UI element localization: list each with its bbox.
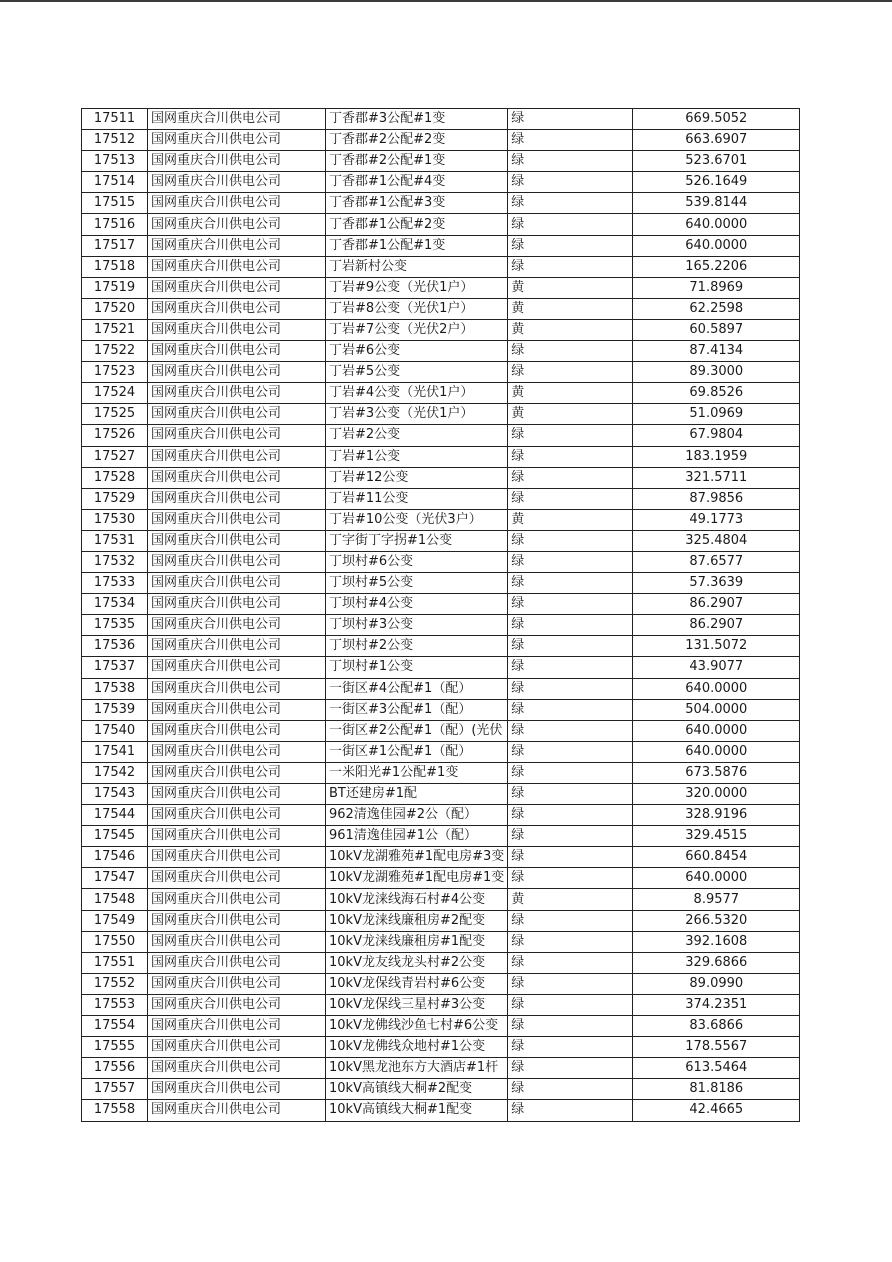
row-id-cell: 17516: [82, 214, 148, 235]
status-cell: 绿: [508, 256, 633, 277]
transformer-name-cell: 10kV龙佛线沙鱼七村#6公变: [326, 1016, 508, 1037]
row-id-cell: 17542: [82, 762, 148, 783]
table-row: [82, 151, 800, 172]
row-id-cell: 17553: [82, 994, 148, 1015]
value-cell: 660.8454: [633, 847, 800, 868]
transformer-name-cell: 962清逸佳园#2公（配）: [326, 805, 508, 826]
status-cell: 绿: [508, 1058, 633, 1079]
company-cell: 国网重庆合川供电公司: [148, 404, 326, 425]
company-cell: 国网重庆合川供电公司: [148, 530, 326, 551]
row-id-cell: 17535: [82, 615, 148, 636]
value-cell: 640.0000: [633, 214, 800, 235]
transformer-name-cell: 10kV龙保线青岩村#6公变: [326, 973, 508, 994]
row-id-cell: 17524: [82, 383, 148, 404]
company-cell: 国网重庆合川供电公司: [148, 1058, 326, 1079]
table-row: [82, 699, 800, 720]
table-row: [82, 1058, 800, 1079]
table-row: [82, 615, 800, 636]
transformer-name-cell: 丁岩#12公变: [326, 467, 508, 488]
transformer-name-cell: 丁坝村#5公变: [326, 573, 508, 594]
table-row: [82, 298, 800, 319]
row-id-cell: 17529: [82, 488, 148, 509]
table-row: [82, 573, 800, 594]
table-row: [82, 530, 800, 551]
transformer-name-cell: 10kV龙涞线廉租房#1配变: [326, 931, 508, 952]
status-cell: 绿: [508, 530, 633, 551]
company-cell: 国网重庆合川供电公司: [148, 657, 326, 678]
transformer-name-cell: 一街区#4公配#1（配）: [326, 678, 508, 699]
transformer-name-cell: 丁坝村#1公变: [326, 657, 508, 678]
value-cell: 613.5464: [633, 1058, 800, 1079]
value-cell: 374.2351: [633, 994, 800, 1015]
status-cell: 绿: [508, 636, 633, 657]
transformer-name-cell: 10kV龙佛线众地村#1公变: [326, 1037, 508, 1058]
transformer-name-cell: 一米阳光#1公配#1变: [326, 762, 508, 783]
value-cell: 43.9077: [633, 657, 800, 678]
value-cell: 89.0990: [633, 973, 800, 994]
row-id-cell: 17539: [82, 699, 148, 720]
value-cell: 42.4665: [633, 1100, 800, 1121]
status-cell: 绿: [508, 952, 633, 973]
status-cell: 绿: [508, 488, 633, 509]
table-row: [82, 172, 800, 193]
transformer-name-cell: 10kV龙保线三星村#3公变: [326, 994, 508, 1015]
value-cell: 8.9577: [633, 889, 800, 910]
status-cell: 绿: [508, 1079, 633, 1100]
table-row: [82, 1016, 800, 1037]
company-cell: 国网重庆合川供电公司: [148, 551, 326, 572]
status-cell: 绿: [508, 1037, 633, 1058]
table-row: [82, 214, 800, 235]
row-id-cell: 17549: [82, 910, 148, 931]
table-row: [82, 404, 800, 425]
row-id-cell: 17517: [82, 235, 148, 256]
row-id-cell: 17521: [82, 319, 148, 340]
company-cell: 国网重庆合川供电公司: [148, 256, 326, 277]
status-cell: 绿: [508, 214, 633, 235]
table-row: [82, 341, 800, 362]
company-cell: 国网重庆合川供电公司: [148, 109, 326, 130]
value-cell: 640.0000: [633, 741, 800, 762]
value-cell: 51.0969: [633, 404, 800, 425]
transformer-name-cell: 丁香郡#1公配#4变: [326, 172, 508, 193]
row-id-cell: 17550: [82, 931, 148, 952]
transformer-name-cell: 丁岩#8公变（光伏1户）: [326, 298, 508, 319]
value-cell: 131.5072: [633, 636, 800, 657]
status-cell: 绿: [508, 805, 633, 826]
table-row: [82, 657, 800, 678]
table-row: [82, 277, 800, 298]
row-id-cell: 17545: [82, 826, 148, 847]
company-cell: 国网重庆合川供电公司: [148, 594, 326, 615]
transformer-name-cell: 一街区#3公配#1（配）: [326, 699, 508, 720]
row-id-cell: 17544: [82, 805, 148, 826]
transformer-name-cell: 10kV龙涞线廉租房#2配变: [326, 910, 508, 931]
company-cell: 国网重庆合川供电公司: [148, 235, 326, 256]
status-cell: 绿: [508, 109, 633, 130]
row-id-cell: 17523: [82, 362, 148, 383]
value-cell: 526.1649: [633, 172, 800, 193]
table-row: [82, 952, 800, 973]
row-id-cell: 17554: [82, 1016, 148, 1037]
table-row: [82, 488, 800, 509]
row-id-cell: 17534: [82, 594, 148, 615]
value-cell: 49.1773: [633, 509, 800, 530]
company-cell: 国网重庆合川供电公司: [148, 151, 326, 172]
company-cell: 国网重庆合川供电公司: [148, 1079, 326, 1100]
value-cell: 669.5052: [633, 109, 800, 130]
status-cell: 绿: [508, 235, 633, 256]
company-cell: 国网重庆合川供电公司: [148, 172, 326, 193]
transformer-name-cell: 丁岩#6公变: [326, 341, 508, 362]
transformer-name-cell: 丁香郡#2公配#2变: [326, 130, 508, 151]
row-id-cell: 17546: [82, 847, 148, 868]
transformer-name-cell: 丁坝村#6公变: [326, 551, 508, 572]
row-id-cell: 17532: [82, 551, 148, 572]
status-cell: 绿: [508, 657, 633, 678]
row-id-cell: 17518: [82, 256, 148, 277]
value-cell: 523.6701: [633, 151, 800, 172]
status-cell: 绿: [508, 615, 633, 636]
company-cell: 国网重庆合川供电公司: [148, 319, 326, 340]
row-id-cell: 17537: [82, 657, 148, 678]
company-cell: 国网重庆合川供电公司: [148, 952, 326, 973]
row-id-cell: 17555: [82, 1037, 148, 1058]
transformer-name-cell: 丁香郡#1公配#1变: [326, 235, 508, 256]
value-cell: 329.4515: [633, 826, 800, 847]
row-id-cell: 17540: [82, 720, 148, 741]
company-cell: 国网重庆合川供电公司: [148, 130, 326, 151]
company-cell: 国网重庆合川供电公司: [148, 805, 326, 826]
status-cell: 绿: [508, 193, 633, 214]
status-cell: 绿: [508, 699, 633, 720]
value-cell: 504.0000: [633, 699, 800, 720]
row-id-cell: 17557: [82, 1079, 148, 1100]
table-row: [82, 235, 800, 256]
table-body: [82, 109, 800, 1122]
transformer-name-cell: 一街区#2公配#1（配）(光伏: [326, 720, 508, 741]
status-cell: 绿: [508, 784, 633, 805]
company-cell: 国网重庆合川供电公司: [148, 446, 326, 467]
company-cell: 国网重庆合川供电公司: [148, 298, 326, 319]
company-cell: 国网重庆合川供电公司: [148, 889, 326, 910]
status-cell: 绿: [508, 467, 633, 488]
company-cell: 国网重庆合川供电公司: [148, 973, 326, 994]
company-cell: 国网重庆合川供电公司: [148, 509, 326, 530]
company-cell: 国网重庆合川供电公司: [148, 383, 326, 404]
data-table: [81, 108, 800, 1122]
company-cell: 国网重庆合川供电公司: [148, 277, 326, 298]
row-id-cell: 17548: [82, 889, 148, 910]
row-id-cell: 17541: [82, 741, 148, 762]
value-cell: 67.9804: [633, 425, 800, 446]
status-cell: 黄: [508, 298, 633, 319]
company-cell: 国网重庆合川供电公司: [148, 699, 326, 720]
transformer-name-cell: BT还建房#1配: [326, 784, 508, 805]
table-row: [82, 509, 800, 530]
table-row: [82, 826, 800, 847]
table-row: [82, 193, 800, 214]
transformer-name-cell: 10kV龙湖雅苑#1配电房#3变: [326, 847, 508, 868]
company-cell: 国网重庆合川供电公司: [148, 868, 326, 889]
status-cell: 绿: [508, 151, 633, 172]
table-row: [82, 805, 800, 826]
row-id-cell: 17515: [82, 193, 148, 214]
transformer-name-cell: 丁香郡#1公配#2变: [326, 214, 508, 235]
company-cell: 国网重庆合川供电公司: [148, 1100, 326, 1121]
row-id-cell: 17511: [82, 109, 148, 130]
company-cell: 国网重庆合川供电公司: [148, 826, 326, 847]
transformer-name-cell: 一街区#1公配#1（配）: [326, 741, 508, 762]
row-id-cell: 17526: [82, 425, 148, 446]
value-cell: 640.0000: [633, 235, 800, 256]
table-row: [82, 319, 800, 340]
row-id-cell: 17512: [82, 130, 148, 151]
row-id-cell: 17527: [82, 446, 148, 467]
value-cell: 87.6577: [633, 551, 800, 572]
row-id-cell: 17538: [82, 678, 148, 699]
transformer-name-cell: 10kV龙友线龙头村#2公变: [326, 952, 508, 973]
table-row: [82, 1100, 800, 1121]
value-cell: 320.0000: [633, 784, 800, 805]
status-cell: 绿: [508, 931, 633, 952]
table-row: [82, 889, 800, 910]
table-row: [82, 868, 800, 889]
value-cell: 83.6866: [633, 1016, 800, 1037]
table-row: [82, 1037, 800, 1058]
transformer-name-cell: 丁香郡#2公配#1变: [326, 151, 508, 172]
value-cell: 62.2598: [633, 298, 800, 319]
value-cell: 86.2907: [633, 615, 800, 636]
table-row: [82, 1079, 800, 1100]
transformer-name-cell: 10kV龙湖雅苑#1配电房#1变: [326, 868, 508, 889]
transformer-name-cell: 10kV高镇线大桐#1配变: [326, 1100, 508, 1121]
value-cell: 266.5320: [633, 910, 800, 931]
row-id-cell: 17533: [82, 573, 148, 594]
table-row: [82, 383, 800, 404]
table-row: [82, 910, 800, 931]
row-id-cell: 17547: [82, 868, 148, 889]
row-id-cell: 17520: [82, 298, 148, 319]
row-id-cell: 17558: [82, 1100, 148, 1121]
status-cell: 黄: [508, 889, 633, 910]
value-cell: 71.8969: [633, 277, 800, 298]
company-cell: 国网重庆合川供电公司: [148, 678, 326, 699]
transformer-name-cell: 丁岩#10公变（光伏3户）: [326, 509, 508, 530]
row-id-cell: 17531: [82, 530, 148, 551]
row-id-cell: 17522: [82, 341, 148, 362]
value-cell: 165.2206: [633, 256, 800, 277]
table-row: [82, 973, 800, 994]
transformer-name-cell: 961清逸佳园#1公（配）: [326, 826, 508, 847]
status-cell: 绿: [508, 910, 633, 931]
row-id-cell: 17556: [82, 1058, 148, 1079]
status-cell: 绿: [508, 826, 633, 847]
transformer-name-cell: 丁坝村#4公变: [326, 594, 508, 615]
company-cell: 国网重庆合川供电公司: [148, 193, 326, 214]
value-cell: 640.0000: [633, 868, 800, 889]
status-cell: 绿: [508, 973, 633, 994]
table-row: [82, 762, 800, 783]
table-row: [82, 994, 800, 1015]
company-cell: 国网重庆合川供电公司: [148, 762, 326, 783]
transformer-name-cell: 10kV黑龙池东方大酒店#1杆: [326, 1058, 508, 1079]
company-cell: 国网重庆合川供电公司: [148, 341, 326, 362]
value-cell: 325.4804: [633, 530, 800, 551]
transformer-name-cell: 丁岩#4公变（光伏1户）: [326, 383, 508, 404]
row-id-cell: 17552: [82, 973, 148, 994]
status-cell: 绿: [508, 172, 633, 193]
value-cell: 89.3000: [633, 362, 800, 383]
status-cell: 绿: [508, 425, 633, 446]
company-cell: 国网重庆合川供电公司: [148, 214, 326, 235]
transformer-name-cell: 10kV龙涞线海石村#4公变: [326, 889, 508, 910]
status-cell: 黄: [508, 383, 633, 404]
company-cell: 国网重庆合川供电公司: [148, 931, 326, 952]
table-row: [82, 784, 800, 805]
value-cell: 640.0000: [633, 720, 800, 741]
row-id-cell: 17525: [82, 404, 148, 425]
value-cell: 673.5876: [633, 762, 800, 783]
value-cell: 178.5567: [633, 1037, 800, 1058]
status-cell: 绿: [508, 868, 633, 889]
company-cell: 国网重庆合川供电公司: [148, 720, 326, 741]
table-row: [82, 720, 800, 741]
transformer-name-cell: 丁字街丁字拐#1公变: [326, 530, 508, 551]
value-cell: 321.5711: [633, 467, 800, 488]
transformer-name-cell: 丁岩#9公变（光伏1户）: [326, 277, 508, 298]
company-cell: 国网重庆合川供电公司: [148, 362, 326, 383]
status-cell: 绿: [508, 573, 633, 594]
value-cell: 60.5897: [633, 319, 800, 340]
company-cell: 国网重庆合川供电公司: [148, 467, 326, 488]
value-cell: 69.8526: [633, 383, 800, 404]
company-cell: 国网重庆合川供电公司: [148, 1037, 326, 1058]
table-row: [82, 678, 800, 699]
row-id-cell: 17530: [82, 509, 148, 530]
company-cell: 国网重庆合川供电公司: [148, 636, 326, 657]
status-cell: 黄: [508, 277, 633, 298]
table-row: [82, 741, 800, 762]
value-cell: 329.6866: [633, 952, 800, 973]
transformer-name-cell: 10kV高镇线大桐#2配变: [326, 1079, 508, 1100]
value-cell: 392.1608: [633, 931, 800, 952]
company-cell: 国网重庆合川供电公司: [148, 994, 326, 1015]
value-cell: 663.6907: [633, 130, 800, 151]
status-cell: 绿: [508, 678, 633, 699]
value-cell: 328.9196: [633, 805, 800, 826]
transformer-name-cell: 丁香郡#3公配#1变: [326, 109, 508, 130]
transformer-name-cell: 丁坝村#2公变: [326, 636, 508, 657]
table-row: [82, 847, 800, 868]
company-cell: 国网重庆合川供电公司: [148, 425, 326, 446]
status-cell: 绿: [508, 551, 633, 572]
transformer-name-cell: 丁岩#1公变: [326, 446, 508, 467]
status-cell: 绿: [508, 741, 633, 762]
value-cell: 81.8186: [633, 1079, 800, 1100]
row-id-cell: 17519: [82, 277, 148, 298]
table-row: [82, 551, 800, 572]
value-cell: 87.9856: [633, 488, 800, 509]
row-id-cell: 17528: [82, 467, 148, 488]
status-cell: 绿: [508, 847, 633, 868]
status-cell: 绿: [508, 1100, 633, 1121]
status-cell: 绿: [508, 762, 633, 783]
row-id-cell: 17514: [82, 172, 148, 193]
status-cell: 黄: [508, 404, 633, 425]
status-cell: 绿: [508, 341, 633, 362]
table-row: [82, 256, 800, 277]
status-cell: 黄: [508, 319, 633, 340]
row-id-cell: 17543: [82, 784, 148, 805]
status-cell: 绿: [508, 362, 633, 383]
company-cell: 国网重庆合川供电公司: [148, 573, 326, 594]
transformer-name-cell: 丁香郡#1公配#3变: [326, 193, 508, 214]
table-row: [82, 636, 800, 657]
transformer-name-cell: 丁岩#5公变: [326, 362, 508, 383]
company-cell: 国网重庆合川供电公司: [148, 847, 326, 868]
status-cell: 绿: [508, 994, 633, 1015]
row-id-cell: 17513: [82, 151, 148, 172]
company-cell: 国网重庆合川供电公司: [148, 1016, 326, 1037]
value-cell: 183.1959: [633, 446, 800, 467]
row-id-cell: 17551: [82, 952, 148, 973]
table-row: [82, 362, 800, 383]
value-cell: 87.4134: [633, 341, 800, 362]
status-cell: 绿: [508, 720, 633, 741]
value-cell: 539.8144: [633, 193, 800, 214]
company-cell: 国网重庆合川供电公司: [148, 784, 326, 805]
table-row: [82, 931, 800, 952]
transformer-name-cell: 丁岩新村公变: [326, 256, 508, 277]
status-cell: 绿: [508, 130, 633, 151]
status-cell: 黄: [508, 509, 633, 530]
transformer-name-cell: 丁岩#11公变: [326, 488, 508, 509]
page-top-border: [0, 0, 892, 2]
value-cell: 86.2907: [633, 594, 800, 615]
transformer-name-cell: 丁岩#2公变: [326, 425, 508, 446]
table-row: [82, 425, 800, 446]
table-row: [82, 594, 800, 615]
transformer-name-cell: 丁岩#7公变（光伏2户）: [326, 319, 508, 340]
table-row: [82, 467, 800, 488]
row-id-cell: 17536: [82, 636, 148, 657]
value-cell: 640.0000: [633, 678, 800, 699]
table-row: [82, 130, 800, 151]
company-cell: 国网重庆合川供电公司: [148, 615, 326, 636]
status-cell: 绿: [508, 1016, 633, 1037]
status-cell: 绿: [508, 594, 633, 615]
transformer-name-cell: 丁坝村#3公变: [326, 615, 508, 636]
table-row: [82, 446, 800, 467]
company-cell: 国网重庆合川供电公司: [148, 741, 326, 762]
company-cell: 国网重庆合川供电公司: [148, 488, 326, 509]
table-row: [82, 109, 800, 130]
status-cell: 绿: [508, 446, 633, 467]
company-cell: 国网重庆合川供电公司: [148, 910, 326, 931]
value-cell: 57.3639: [633, 573, 800, 594]
transformer-name-cell: 丁岩#3公变（光伏1户）: [326, 404, 508, 425]
